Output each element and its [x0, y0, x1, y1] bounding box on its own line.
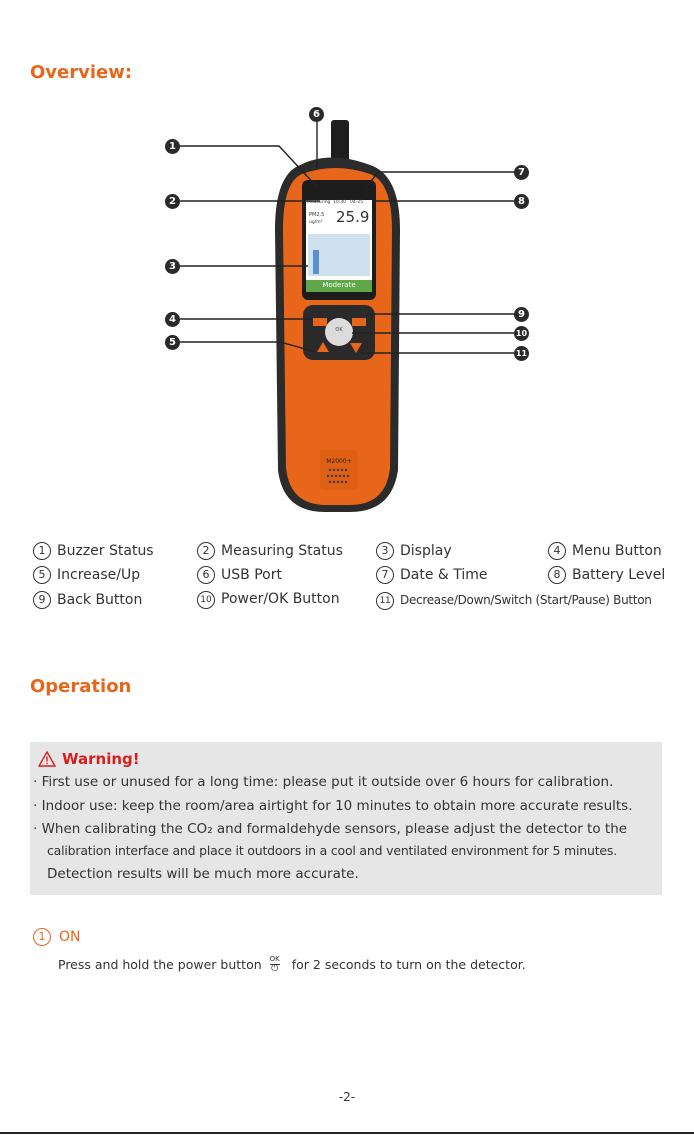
legend-num: 5: [33, 566, 51, 584]
on-step-number: 1: [33, 928, 51, 946]
legend-item-date-time: [376, 566, 488, 584]
on-step-title: ON: [59, 929, 81, 945]
on-text-after: for 2 seconds to turn on the detector.: [291, 957, 526, 972]
legend-num: 6: [197, 566, 215, 584]
callout-2: 2: [165, 194, 180, 209]
warning-line-4: calibration interface and place it outdoors in a cool and ventilated environment for 5 minutes.: [47, 843, 617, 858]
legend-item-buzzer-status: [33, 542, 154, 560]
legend-item-power-ok-button: [197, 591, 340, 609]
legend-item-decrease-down-switch: [376, 592, 652, 610]
device-model: M2000+: [326, 458, 352, 465]
screen-date: 04-25: [350, 200, 364, 205]
legend-label: Battery Level: [572, 567, 666, 583]
warning-icon: [38, 751, 56, 767]
legend-label: Display: [400, 543, 452, 559]
legend-label: Measuring Status: [221, 543, 343, 559]
screen-status-left: Measuring: [307, 200, 331, 205]
legend-item-battery-level: [548, 566, 665, 584]
screen-pm-label: PM2.5: [309, 212, 325, 218]
overview-heading: Overview:: [30, 62, 133, 83]
legend-item-usb-port: [197, 566, 282, 584]
callout-9: 9: [514, 307, 529, 322]
legend-num: 10: [197, 591, 215, 609]
warning-line-2: · Indoor use: keep the room/area airtight for 10 minutes to obtain more accurate results.: [33, 798, 633, 814]
callout-11: 11: [514, 346, 529, 361]
legend-label: USB Port: [221, 567, 282, 583]
power-symbol-icon: ⏻: [271, 964, 279, 974]
on-text-before: Press and hold the power button: [58, 957, 262, 972]
warning-title: Warning!: [62, 750, 140, 768]
legend-item-display: [376, 542, 452, 560]
legend-num: 9: [33, 591, 51, 609]
power-button-ok-label: OK: [269, 955, 280, 963]
power-button-icon: [270, 955, 280, 974]
back-button-shape: [352, 318, 366, 326]
page-number: -2-: [338, 1090, 356, 1104]
device-illustration: [150, 100, 550, 520]
operation-heading: Operation: [30, 676, 132, 697]
legend-num: 11: [376, 592, 394, 610]
on-instruction: [58, 955, 526, 974]
on-section-header: [33, 928, 81, 946]
callout-4: 4: [165, 312, 180, 327]
warning-box: [30, 742, 662, 895]
legend-label: Decrease/Down/Switch (Start/Pause) Button: [400, 593, 652, 607]
warning-line-1: · First use or unused for a long time: please put it outside over 6 hours for calibration.: [33, 774, 614, 790]
screen-chart-bar: [313, 250, 319, 274]
callout-7: 7: [514, 165, 529, 180]
callout-1: 1: [165, 139, 180, 154]
legend-label: Power/OK Button: [221, 591, 340, 607]
legend-num: 7: [376, 566, 394, 584]
legend-item-menu-button: [548, 542, 662, 560]
callout-6: 6: [309, 107, 324, 122]
legend-num: 2: [197, 542, 215, 560]
legend-item-back-button: [33, 591, 142, 609]
warning-header: [38, 750, 140, 768]
legend-label: Back Button: [57, 592, 143, 608]
callout-8: 8: [514, 194, 529, 209]
screen-reading: 25.9: [336, 208, 370, 226]
screen-status-text: Moderate: [322, 281, 356, 289]
callout-3: 3: [165, 259, 180, 274]
footer-rule: [0, 1132, 694, 1134]
callout-10: 10: [514, 326, 529, 341]
ok-button-label: OK: [335, 327, 343, 333]
legend-label: Date & Time: [400, 567, 488, 583]
legend-num: 8: [548, 566, 566, 584]
legend-num: 4: [548, 542, 566, 560]
warning-line-3: · When calibrating the CO₂ and formaldehyde sensors, please adjust the detector to the: [33, 821, 628, 837]
screen-pm-unit: ug/m³: [309, 220, 323, 225]
legend-item-increase-up: [33, 566, 140, 584]
screen-time: 10:30: [333, 200, 346, 205]
warning-line-5: Detection results will be much more accurate.: [47, 866, 359, 882]
callout-5: 5: [165, 335, 180, 350]
legend-item-measuring-status: [197, 542, 343, 560]
legend-label: Buzzer Status: [57, 543, 154, 559]
legend-label: Menu Button: [572, 543, 662, 559]
legend-num: 3: [376, 542, 394, 560]
legend-label: Increase/Up: [57, 567, 141, 583]
menu-button-shape: [313, 318, 327, 326]
legend-num: 1: [33, 542, 51, 560]
